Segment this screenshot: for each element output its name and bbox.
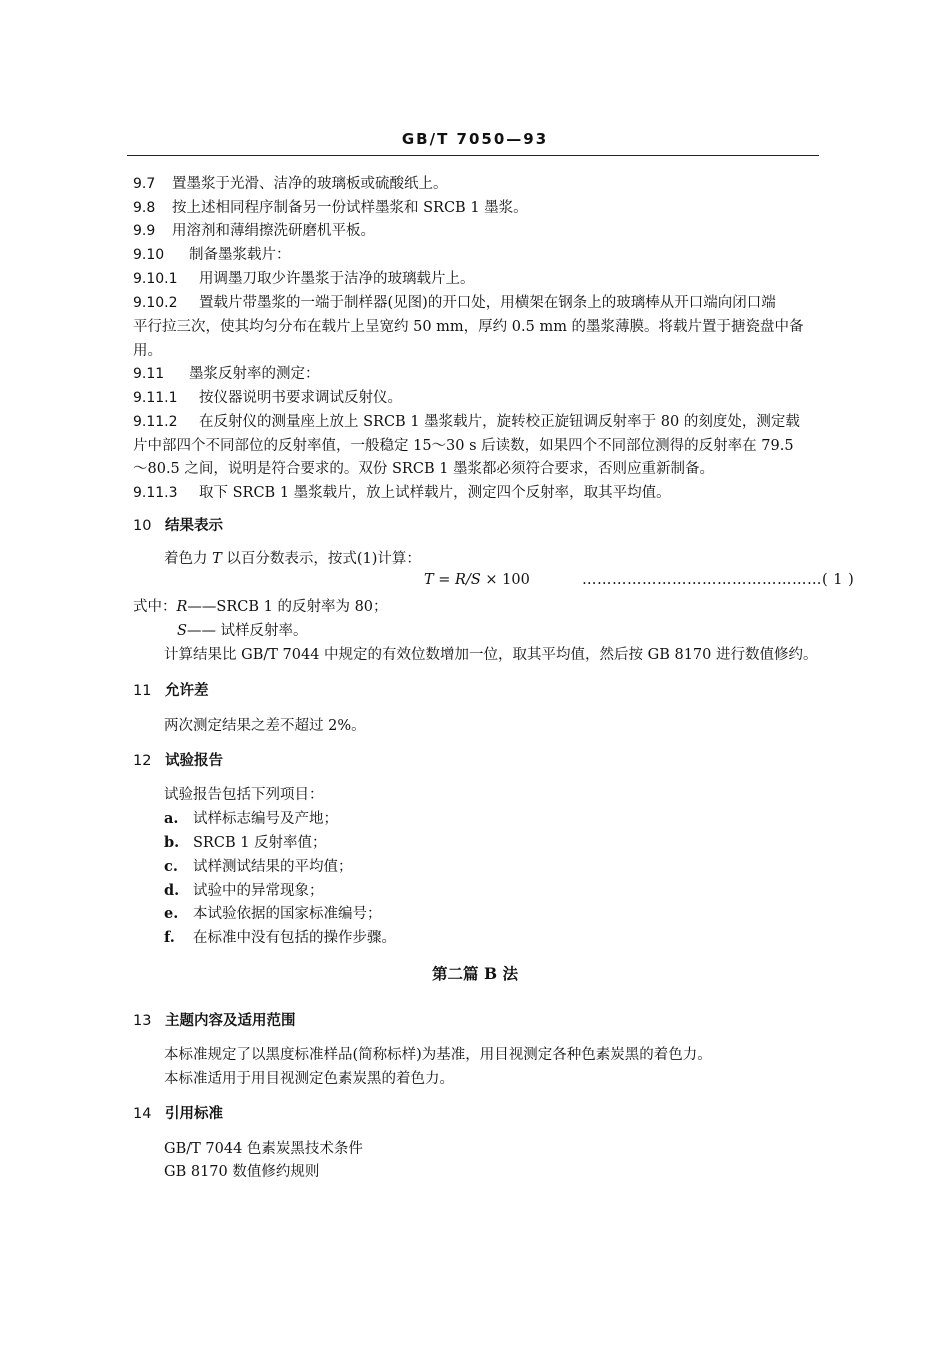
clause-number: 9.10.2 [133,295,178,311]
formula-lhs: T [424,572,434,588]
reference-item: GB/T 7044 色素炭黑技术条件 [164,1141,363,1157]
clause-number: 9.9 [133,223,156,239]
section-number: 14 [133,1106,152,1122]
list-label: f. [164,929,175,946]
list-text: 试样标志编号及产地； [193,811,338,827]
list-text: 在标准中没有包括的操作步骤。 [193,930,396,946]
page-header: GB/T 7050—93 [401,130,549,148]
clause-text: 制备墨浆载片： [189,247,291,263]
clause-text: 按仪器说明书要求调试反射仪。 [199,390,402,406]
part-two-title: 第二篇 B 法 [432,964,518,983]
equation-leader [582,572,854,588]
formula-operator: × [480,572,503,588]
section-title: 允许差 [165,682,209,699]
list-item [164,809,338,829]
where-label: 式中： [133,599,177,615]
list-item [164,928,396,948]
where-r [133,597,388,617]
list-text: SRCB 1 反射率值； [193,835,327,851]
clause-number: 9.7 [133,176,156,192]
leader-dots: ………………………………………… [582,572,822,588]
clause-9-8 [133,198,528,218]
list-item [164,833,327,853]
clause-text: 墨浆反射率的测定： [189,366,320,382]
clause-9-7 [133,174,448,194]
equation-number: ( 1 ) [822,572,855,588]
section-14-heading [133,1104,223,1124]
section-number: 13 [133,1013,152,1029]
list-item [164,904,382,924]
clause-number: 9.11.1 [133,390,178,406]
s11-text: 两次测定结果之差不超过 2%。 [164,718,366,734]
clause-9-10-1 [133,269,475,289]
clause-number: 9.11.3 [133,485,178,501]
reference-item: GB 8170 数值修约规则 [164,1164,320,1180]
where-s [177,621,308,641]
clause-text: 取下 SRCB 1 墨浆载片，放上试样载片，测定四个反射率，取其平均值。 [199,485,671,501]
list-label: c. [164,858,178,875]
formula-rhs: R/S [455,572,481,588]
variable-t: T [212,551,222,567]
clause-text: 按上述相同程序制备另一份试样墨浆和 SRCB 1 墨浆。 [172,200,528,216]
list-text: 试样测试结果的平均值； [193,859,353,875]
clause-continuation: ～80.5 之间，说明是符合要求的。双份 SRCB 1 墨浆都必须符合要求，否则应重新制备。 [133,461,715,477]
variable-s: S [177,623,187,639]
list-label: e. [164,905,179,922]
clause-number: 9.10.1 [133,271,178,287]
formula-1 [424,572,530,588]
variable-r: R [176,599,188,615]
clause-9-10-2 [133,293,776,313]
s13-paragraph: 本标准适用于用目视测定色素炭黑的着色力。 [164,1071,454,1087]
section-10-heading [133,516,223,536]
header-rule [127,155,819,156]
s10-note: 计算结果比 GB/T 7044 中规定的有效位数增加一位，取其平均值，然后按 GB 8170 进行数值修约。 [164,647,818,663]
list-text: 本试验依据的国家标准编号； [193,906,382,922]
list-label: a. [164,810,179,827]
clause-9-11-3 [133,483,671,503]
section-11-heading [133,681,209,701]
section-13-heading [133,1011,296,1031]
clause-number: 9.11 [133,366,165,382]
list-label: b. [164,834,180,851]
section-title: 主题内容及适用范围 [165,1012,296,1029]
section-title: 试验报告 [165,752,223,769]
clause-number: 9.8 [133,200,156,216]
s10-intro [164,549,421,569]
formula-constant: 100 [502,572,530,588]
list-item [164,881,324,901]
clause-continuation: 平行拉三次，使其均匀分布在载片上呈宽约 50 mm，厚约 0.5 mm 的墨浆薄膜。将载片置于搪瓷盘中备 [133,319,804,335]
clause-text: 置墨浆于光滑、洁净的玻璃板或硫酸纸上。 [172,176,448,192]
section-number: 11 [133,683,152,699]
clause-9-9 [133,221,375,241]
section-number: 12 [133,753,152,769]
intro-text: 以百分数表示，按式(1)计算： [226,551,421,567]
clause-number: 9.11.2 [133,414,178,430]
intro-text: 着色力 [164,551,208,567]
list-item [164,857,353,877]
clause-9-11-2 [133,412,800,432]
clause-text: 在反射仪的测量座上放上 SRCB 1 墨浆载片，旋转校正旋钮调反射率于 80 的刻度处，测定载 [199,414,800,430]
s-description: —— 试样反射率。 [186,623,308,639]
list-label: d. [164,882,180,899]
clause-text: 用调墨刀取少许墨浆于洁净的玻璃载片上。 [199,271,475,287]
section-number: 10 [133,518,152,534]
s12-intro: 试验报告包括下列项目： [164,787,324,803]
list-text: 试验中的异常现象； [193,883,324,899]
s13-paragraph: 本标准规定了以黑度标准样品(简称标样)为基准，用目视测定各种色素炭黑的着色力。 [164,1047,712,1063]
section-12-heading [133,751,223,771]
clause-9-11-1 [133,388,402,408]
clause-number: 9.10 [133,247,165,263]
clause-text: 用溶剂和薄绢擦洗研磨机平板。 [172,223,375,239]
clause-text: 置载片带墨浆的一端于制样器(见图)的开口处，用横架在钢条上的玻璃棒从开口端向闭口端 [199,295,776,311]
section-title: 结果表示 [165,517,223,534]
clause-9-11 [133,364,320,384]
formula-equals: = [433,572,456,588]
clause-continuation: 用。 [133,343,162,359]
section-title: 引用标准 [165,1105,223,1122]
r-description: ——SRCB 1 的反射率为 80； [187,599,388,615]
clause-9-10 [133,245,291,265]
clause-continuation: 片中部四个不同部位的反射率值，一般稳定 15～30 s 后读数，如果四个不同部位测得的反射率在 79.5 [133,438,794,454]
